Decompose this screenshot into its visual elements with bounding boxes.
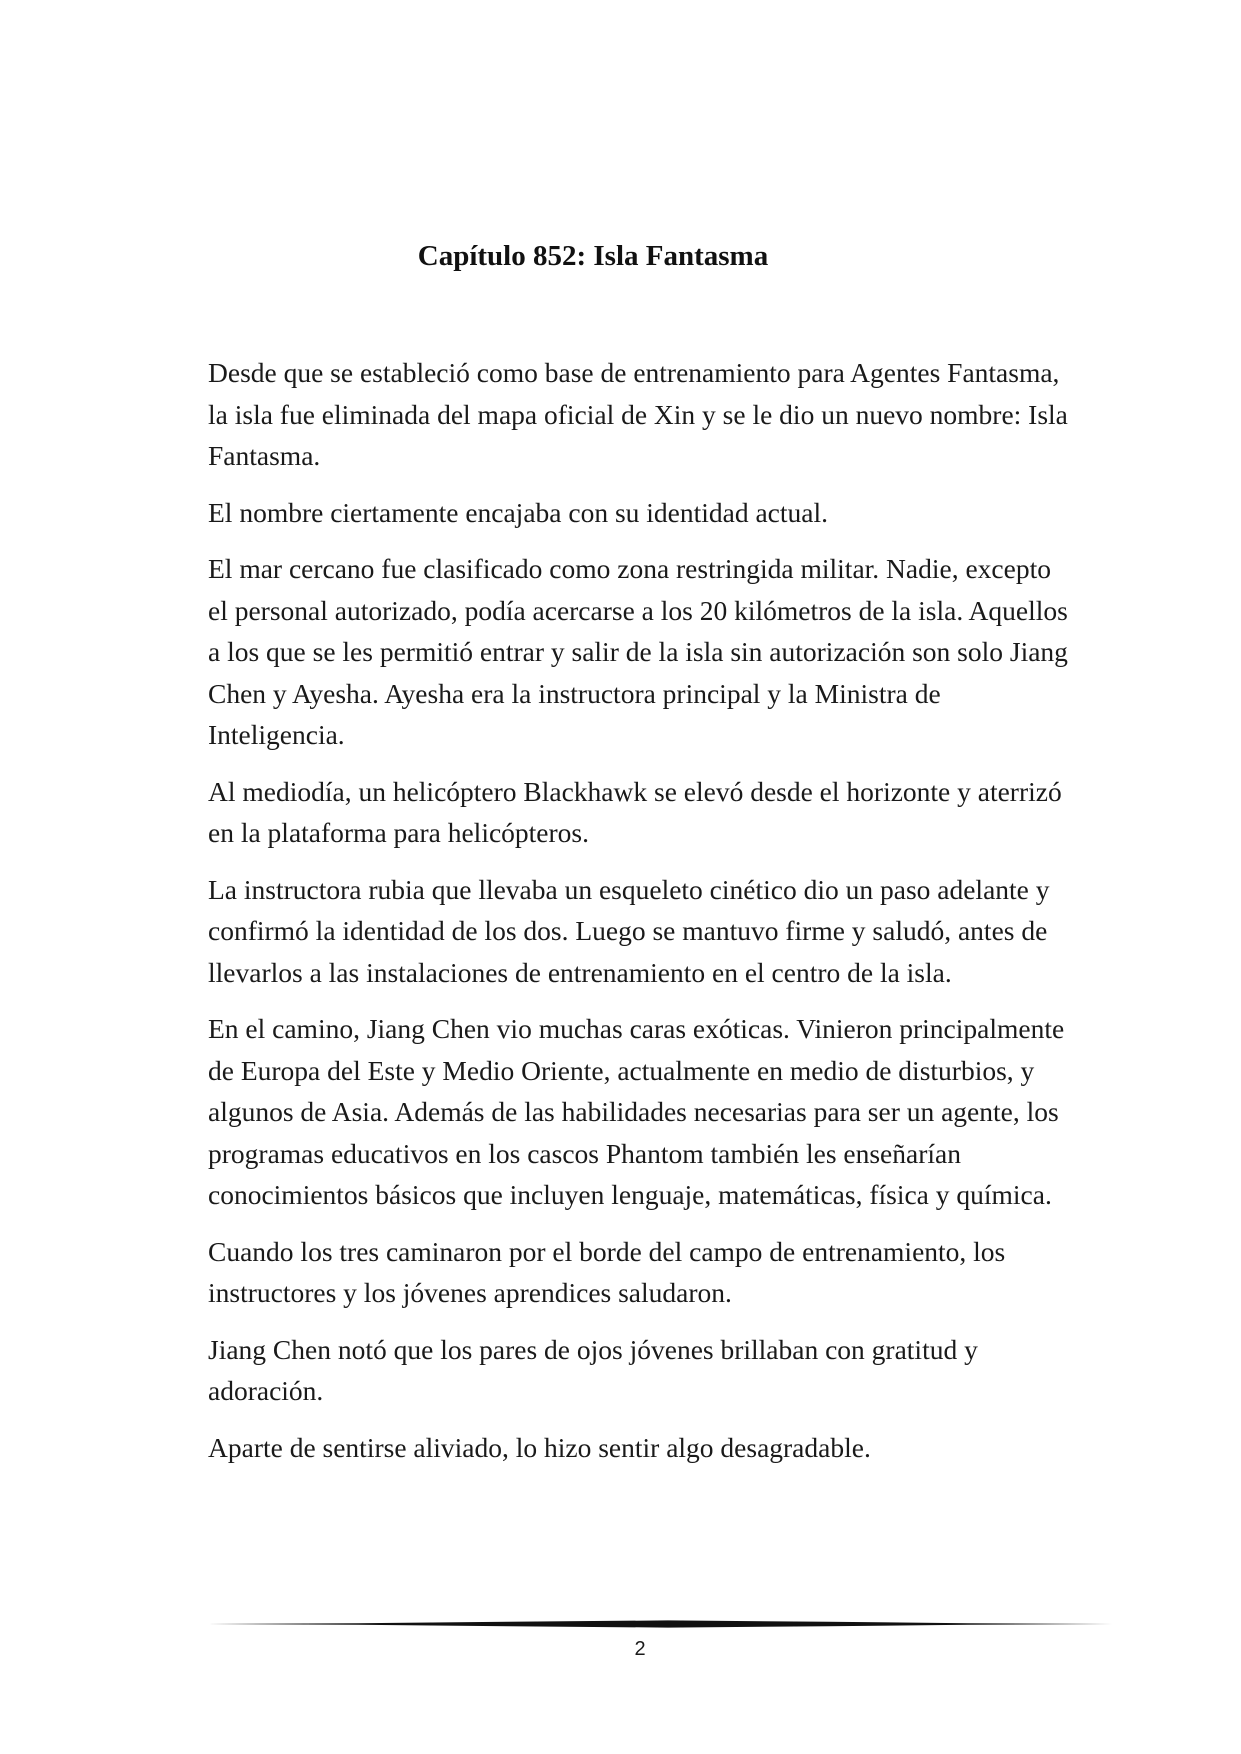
paragraph: En el camino, Jiang Chen vio muchas caras exóticas. Vinieron principalmente de Europa del Este y Medio Oriente, actualmente en medio de disturbios, y algunos de Asia. Además de las habilidades necesarias para ser un agente, los programas educativos en los cascos Phantom también les enseñarían conocimientos básicos que incluyen lenguaje, matemáticas, física y química. [208, 1013, 1065, 1210]
paragraph: El mar cercano fue clasificado como zona restringida militar. Nadie, excepto el personal autorizado, podía acercarse a los 20 kilómetros de la isla. Aquellos a los que se les permitió entrar y salir de la isla sin autorización son solo Jiang Chen y Ayesha. Ayesha era la instructora principal y la Ministra de Inteligencia. [208, 553, 1068, 750]
paragraph: La instructora rubia que llevaba un esqueleto cinético dio un paso adelante y confirmó la identidad de los dos. Luego se mantuvo firme y saludó, antes de llevarlos a las instalaciones de entrenamiento en el centro de la isla. [208, 873, 1050, 988]
paragraph: Cuando los tres caminaron por el borde del campo de entrenamiento, los instructores y los jóvenes aprendices saludaron. [208, 1235, 1006, 1308]
paragraph: Aparte de sentirse aliviado, lo hizo sentir algo desagradable. [208, 1431, 871, 1463]
chapter-body [208, 352, 1068, 1483]
paragraph: Al mediodía, un helicóptero Blackhawk se elevó desde el horizonte y aterrizó en la plataforma para helicópteros. [208, 775, 1062, 848]
chapter-title: Capítulo 852: Isla Fantasma [417, 240, 769, 272]
footer-divider [208, 1618, 1112, 1630]
page-number: 2 [634, 1638, 646, 1660]
paragraph: El nombre ciertamente encajaba con su identidad actual. [208, 496, 828, 528]
paragraph: Jiang Chen notó que los pares de ojos jóvenes brillaban con gratitud y adoración. [208, 1333, 978, 1406]
paragraph: Desde que se estableció como base de entrenamiento para Agentes Fantasma, la isla fue eliminada del mapa oficial de Xin y se le dio un nuevo nombre: Isla Fantasma. [208, 357, 1068, 471]
